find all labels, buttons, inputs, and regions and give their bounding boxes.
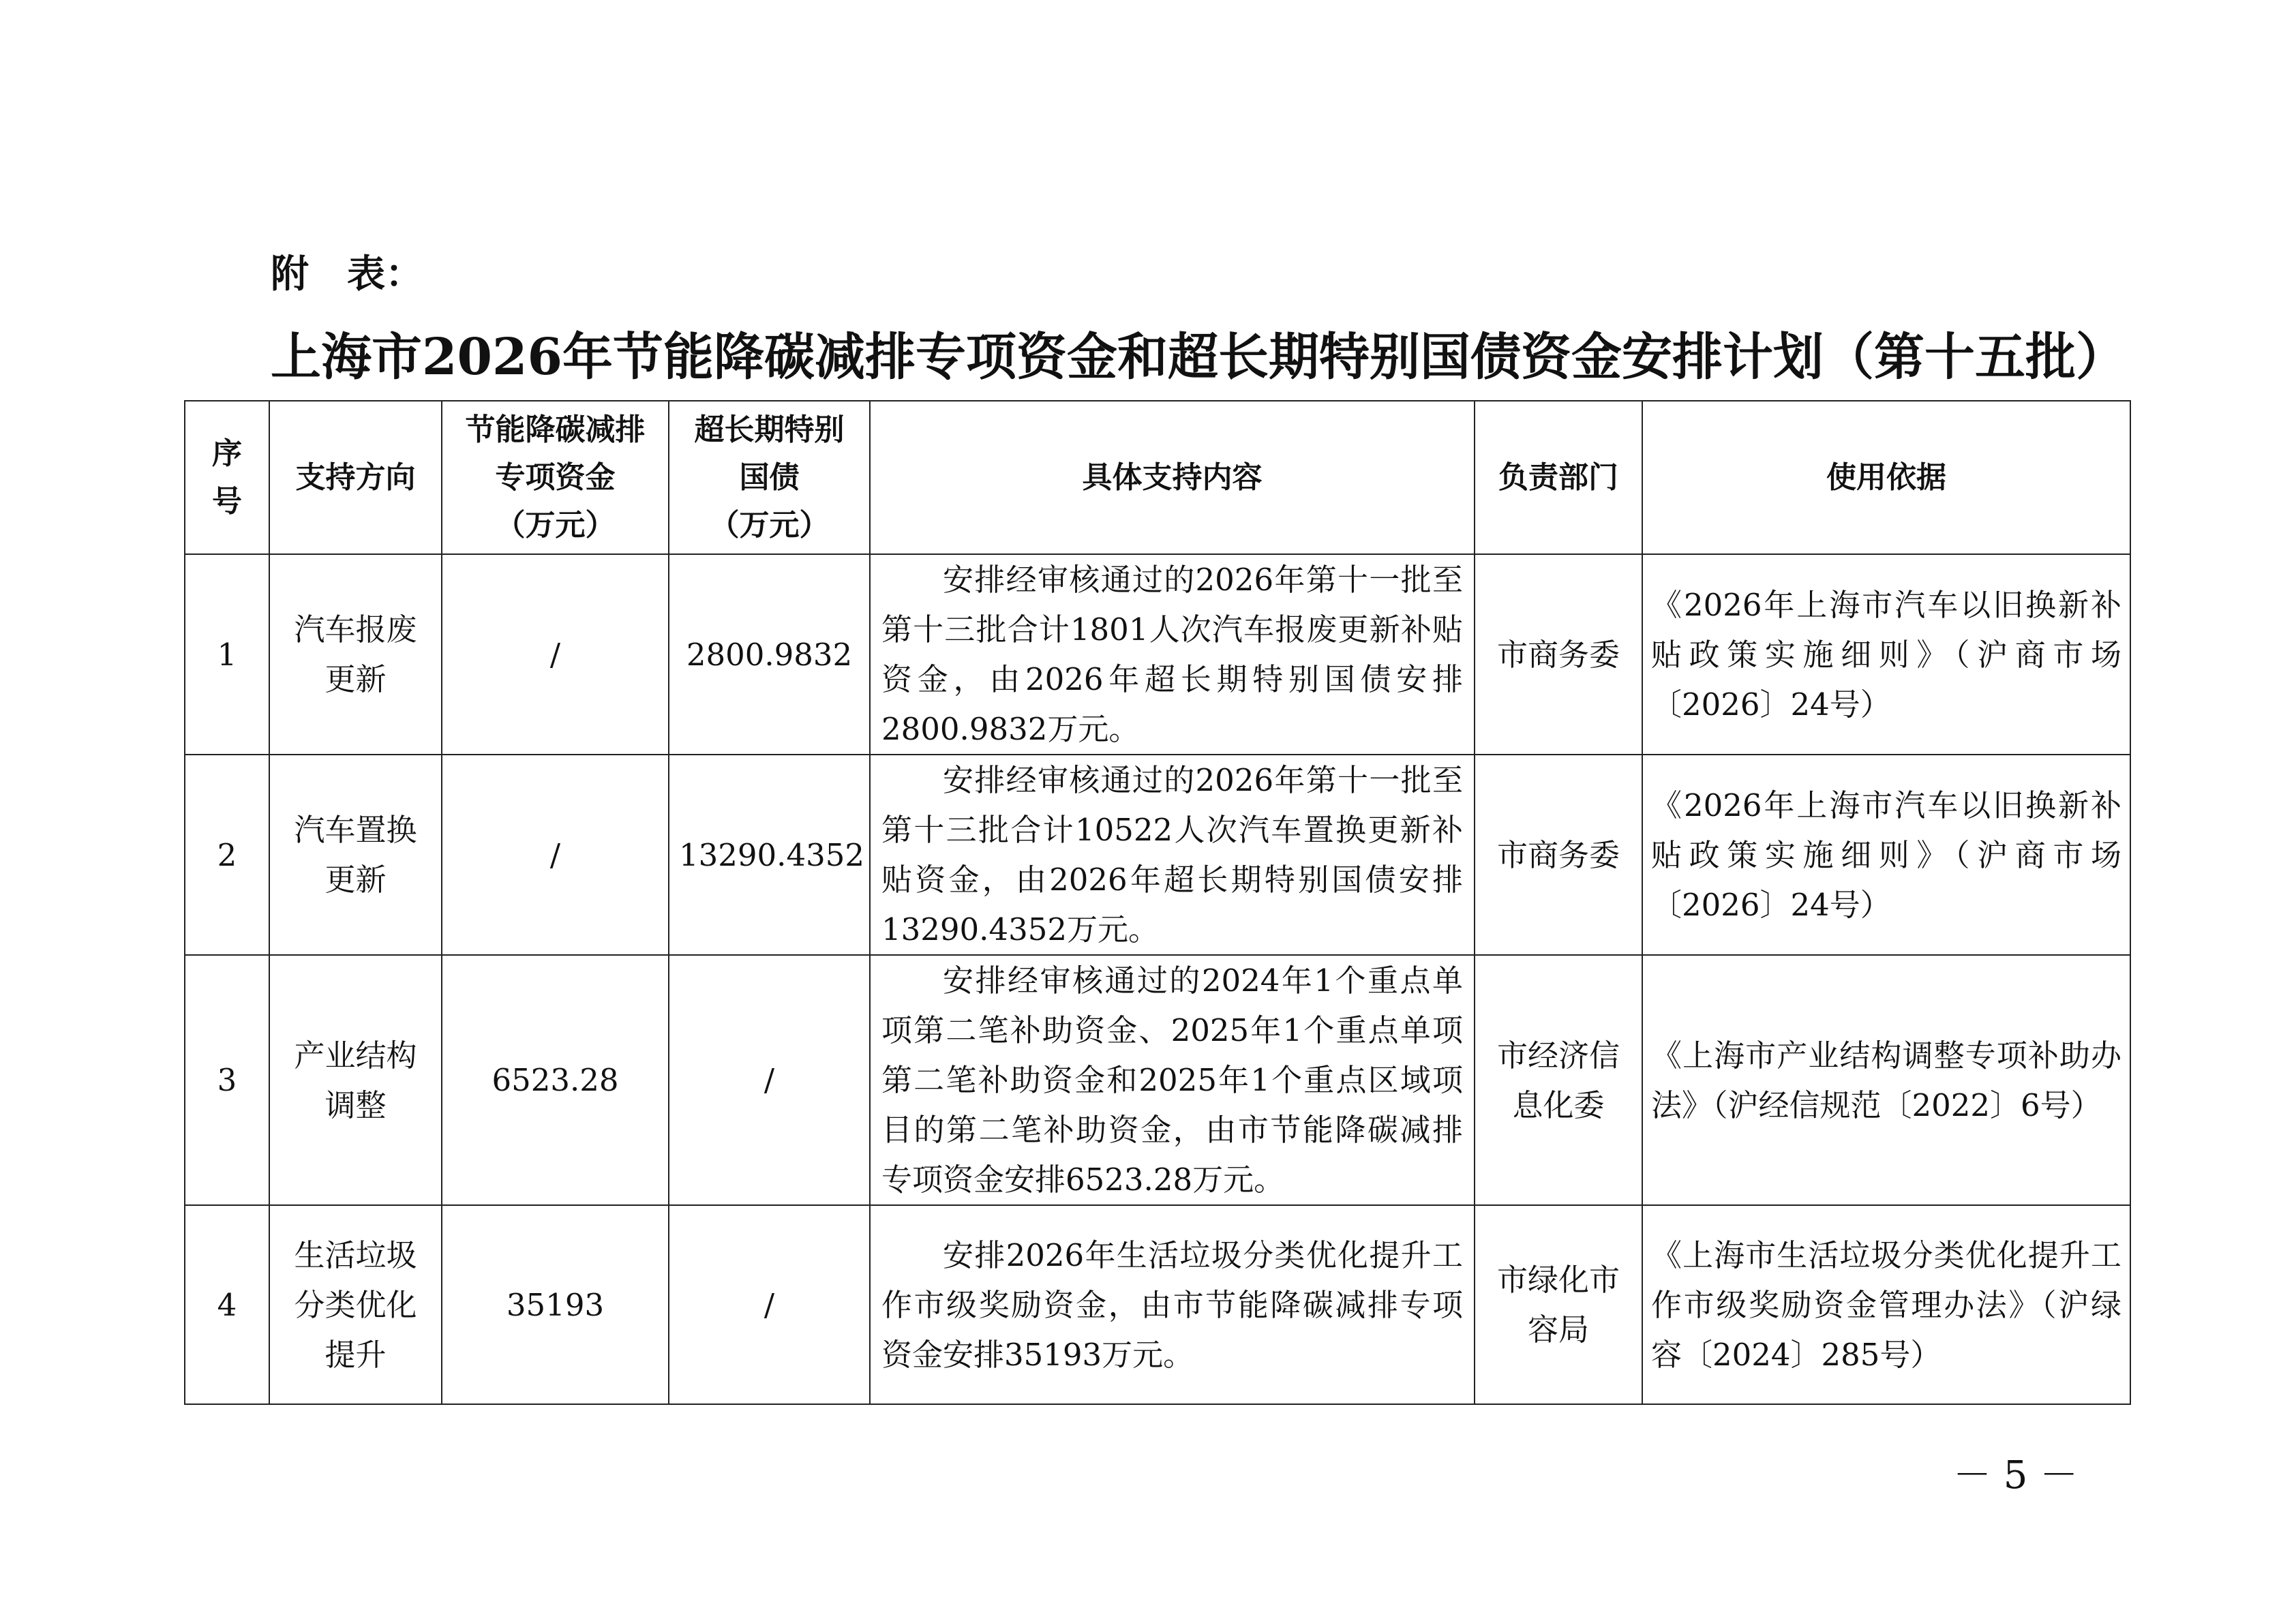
document-title: 上海市2026年节能降碳减排专项资金和超长期特别国债资金安排计划（第十五批） [271, 328, 2126, 386]
page-number: － 5 － [1953, 1453, 2079, 1498]
cell-direction: 生活垃圾 分类优化 提升 [269, 1205, 442, 1404]
cell-bond-fund: 2800.9832 [669, 554, 870, 755]
cell-department: 市经济信 息化委 [1475, 955, 1642, 1205]
cell-basis: 《2026年上海市汽车以旧换新补贴政策实施细则》（沪商市场〔2026〕24号） [1642, 554, 2130, 755]
cell-content: 安排经审核通过的2026年第十一批至第十三批合计1801人次汽车报废更新补贴资金，由2026年超长期特别国债安排2800.9832万元。 [870, 554, 1475, 755]
cell-seq: 2 [185, 755, 269, 955]
cell-content: 安排2026年生活垃圾分类优化提升工作市级奖励资金，由市节能降碳减排专项资金安排35193万元。 [870, 1205, 1475, 1404]
cell-department: 市商务委 [1475, 755, 1642, 955]
cell-seq: 1 [185, 554, 269, 755]
cell-content: 安排经审核通过的2024年1个重点单项第二笔补助资金、2025年1个重点单项第二笔补助资金和2025年1个重点区域项目的第二笔补助资金，由市节能降碳减排专项资金安排6523.28万元。 [870, 955, 1475, 1205]
table-header-row [185, 401, 2130, 554]
cell-department: 市绿化市 容局 [1475, 1205, 1642, 1404]
cell-seq: 3 [185, 955, 269, 1205]
cell-bond-fund: / [669, 955, 870, 1205]
cell-energy-fund: / [442, 554, 669, 755]
cell-direction: 产业结构 调整 [269, 955, 442, 1205]
table-row [185, 755, 2130, 955]
cell-energy-fund: 35193 [442, 1205, 669, 1404]
header-bond-fund: 超长期特别 国债 （万元） [669, 401, 870, 554]
cell-basis: 《上海市生活垃圾分类优化提升工作市级奖励资金管理办法》（沪绿容〔2024〕285号） [1642, 1205, 2130, 1404]
cell-energy-fund: 6523.28 [442, 955, 669, 1205]
header-seq: 序 号 [185, 401, 269, 554]
header-direction: 支持方向 [269, 401, 442, 554]
table-row [185, 955, 2130, 1205]
cell-department: 市商务委 [1475, 554, 1642, 755]
cell-basis: 《2026年上海市汽车以旧换新补贴政策实施细则》（沪商市场〔2026〕24号） [1642, 755, 2130, 955]
cell-seq: 4 [185, 1205, 269, 1404]
header-basis: 使用依据 [1642, 401, 2130, 554]
cell-content: 安排经审核通过的2026年第十一批至第十三批合计10522人次汽车置换更新补贴资金，由2026年超长期特别国债安排13290.4352万元。 [870, 755, 1475, 955]
cell-basis: 《上海市产业结构调整专项补助办法》（沪经信规范〔2022〕6号） [1642, 955, 2130, 1205]
header-energy-fund: 节能降碳减排 专项资金 （万元） [442, 401, 669, 554]
table-row [185, 1205, 2130, 1404]
cell-bond-fund: / [669, 1205, 870, 1404]
cell-direction: 汽车报废 更新 [269, 554, 442, 755]
funding-plan-table [184, 400, 2131, 1405]
header-content: 具体支持内容 [870, 401, 1475, 554]
cell-direction: 汽车置换 更新 [269, 755, 442, 955]
table-row [185, 554, 2130, 755]
header-department: 负责部门 [1475, 401, 1642, 554]
attachment-label: 附 表： [271, 252, 423, 297]
cell-energy-fund: / [442, 755, 669, 955]
cell-bond-fund: 13290.4352 [669, 755, 870, 955]
